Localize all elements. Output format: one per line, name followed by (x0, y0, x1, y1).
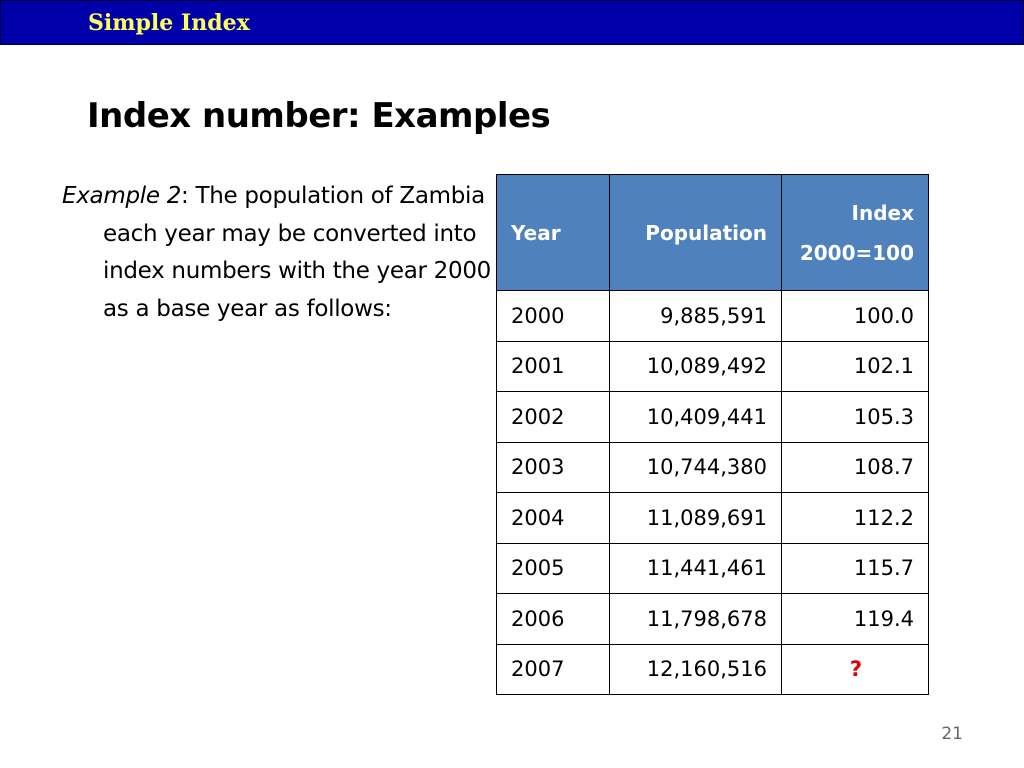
cell-population: 12,160,516 (610, 644, 782, 695)
cell-index (782, 644, 929, 695)
population-index-table (496, 174, 929, 695)
header-index (782, 175, 929, 291)
header-year: Year (497, 175, 610, 291)
cell-year: 2000 (497, 291, 610, 342)
cell-population: 10,089,492 (610, 341, 782, 392)
example-description (62, 178, 492, 328)
page-number: 21 (941, 724, 963, 744)
table-row (497, 341, 929, 392)
example-text: : The population of Zambia each year may be converted into index numbers with the year 2000 as a base year as follows: (103, 183, 492, 322)
cell-population: 10,409,441 (610, 392, 782, 443)
table-row (497, 291, 929, 342)
header-index-line2: 2000=100 (799, 240, 914, 265)
cell-index: 108.7 (782, 442, 929, 493)
header-title: Simple Index (88, 10, 250, 36)
cell-year: 2006 (497, 594, 610, 645)
cell-index: 119.4 (782, 594, 929, 645)
table-row (497, 644, 929, 695)
cell-year: 2004 (497, 493, 610, 544)
cell-index: 100.0 (782, 291, 929, 342)
cell-population: 10,744,380 (610, 442, 782, 493)
table-row (497, 442, 929, 493)
table-row (497, 392, 929, 443)
unknown-index-mark: ? (849, 657, 862, 682)
cell-index: 112.2 (782, 493, 929, 544)
cell-year: 2007 (497, 644, 610, 695)
cell-population: 11,441,461 (610, 543, 782, 594)
header-bar (0, 0, 1024, 45)
slide-title: Index number: Examples (87, 96, 551, 136)
cell-year: 2005 (497, 543, 610, 594)
cell-population: 9,885,591 (610, 291, 782, 342)
table-row (497, 493, 929, 544)
cell-index: 102.1 (782, 341, 929, 392)
table-row (497, 543, 929, 594)
table-row (497, 594, 929, 645)
cell-year: 2003 (497, 442, 610, 493)
cell-year: 2001 (497, 341, 610, 392)
cell-index: 105.3 (782, 392, 929, 443)
cell-population: 11,798,678 (610, 594, 782, 645)
cell-index: 115.7 (782, 543, 929, 594)
cell-year: 2002 (497, 392, 610, 443)
cell-population: 11,089,691 (610, 493, 782, 544)
example-label: Example 2 (62, 183, 182, 209)
header-population: Population (610, 175, 782, 291)
table-header-row (497, 175, 929, 291)
header-index-line1: Index (851, 200, 914, 225)
